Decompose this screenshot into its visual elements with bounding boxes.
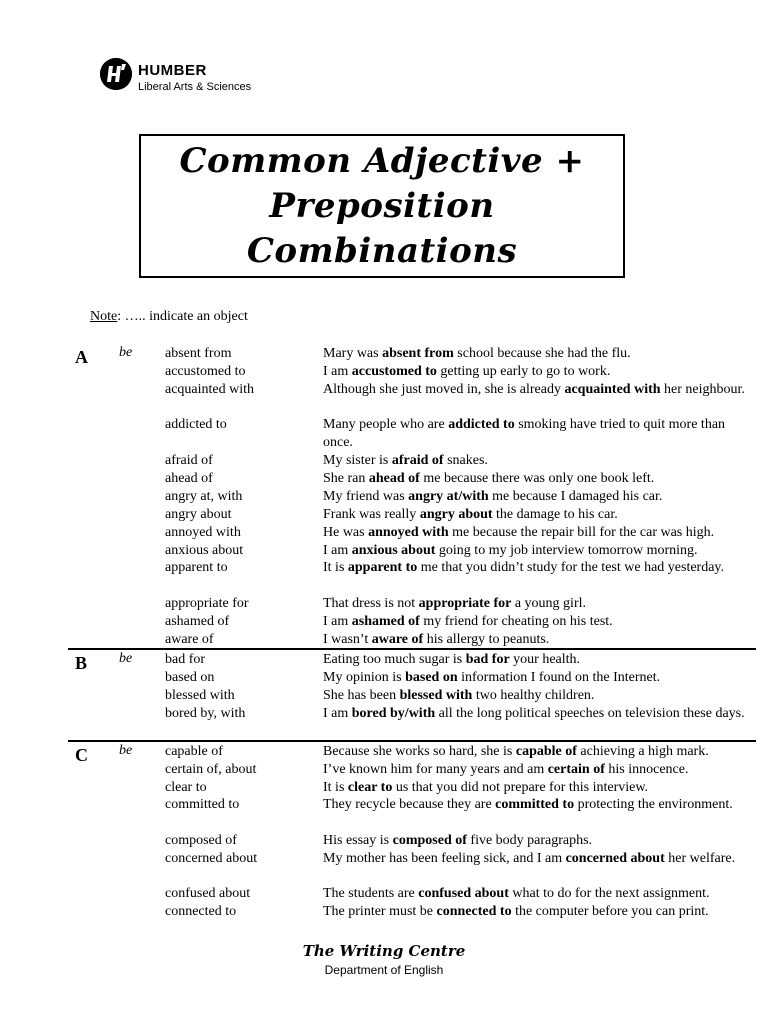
example-highlight: capable of bbox=[515, 744, 577, 759]
example-pre: Because she works so hard, she is bbox=[323, 744, 516, 759]
example-pre: I am bbox=[323, 364, 352, 379]
example-pre: I wasn’t bbox=[323, 632, 372, 647]
example-highlight: angry at/with bbox=[408, 489, 489, 504]
example-pre: My sister is bbox=[323, 453, 392, 468]
example-pre: Mary was bbox=[323, 346, 383, 361]
humber-logo-icon bbox=[100, 58, 132, 90]
example-sentence bbox=[323, 542, 748, 560]
adjective-preposition: bad for bbox=[165, 652, 206, 667]
example-sentence bbox=[323, 631, 748, 649]
title-box bbox=[139, 134, 625, 278]
example-highlight: clear to bbox=[347, 780, 393, 795]
example-pre: Many people who are bbox=[323, 417, 449, 432]
adjective-preposition: blessed with bbox=[165, 688, 235, 703]
example-pre: The students are bbox=[323, 886, 419, 901]
title-line-1: Common Adjective + bbox=[179, 140, 585, 181]
example-highlight: blessed with bbox=[399, 688, 473, 703]
example-sentence bbox=[323, 416, 748, 451]
adjective-preposition: certain of, about bbox=[165, 762, 257, 777]
example-highlight: afraid of bbox=[391, 453, 444, 468]
example-highlight: certain of bbox=[547, 762, 605, 777]
example-pre: His essay is bbox=[323, 833, 393, 848]
logo-subtitle: Liberal Arts & Sciences bbox=[138, 81, 252, 93]
example-pre: I am bbox=[323, 706, 352, 721]
example-pre: She has been bbox=[323, 688, 400, 703]
adjective-preposition: appropriate for bbox=[165, 596, 249, 611]
adjective-preposition: concerned about bbox=[165, 851, 258, 866]
example-highlight: committed to bbox=[495, 797, 575, 812]
adjective-preposition: acquainted with bbox=[165, 382, 255, 397]
example-sentence bbox=[323, 595, 748, 613]
example-highlight: addicted to bbox=[448, 417, 515, 432]
note-label: Note bbox=[90, 309, 118, 324]
adjective-preposition: annoyed with bbox=[165, 525, 241, 540]
example-pre: He was bbox=[323, 525, 369, 540]
example-post: me because there was only one book left. bbox=[419, 471, 655, 486]
adjective-preposition: committed to bbox=[165, 797, 240, 812]
section-letter: B bbox=[75, 653, 88, 673]
section-verb: be bbox=[119, 345, 133, 360]
example-sentence bbox=[323, 651, 748, 669]
example-highlight: ashamed of bbox=[351, 614, 420, 629]
example-post: getting up early to go to work. bbox=[436, 364, 611, 379]
example-highlight: bad for bbox=[465, 652, 510, 667]
note-text: : ….. indicate an object bbox=[117, 309, 248, 324]
example-post: me that you didn’t study for the test we had yesterday. bbox=[417, 560, 725, 575]
example-post: us that you did not prepare for this interview. bbox=[392, 780, 649, 795]
adjective-preposition: aware of bbox=[165, 632, 214, 647]
example-pre: The printer must be bbox=[323, 904, 437, 919]
example-sentence bbox=[323, 613, 748, 631]
example-pre: My opinion is bbox=[323, 670, 406, 685]
example-highlight: composed of bbox=[392, 833, 467, 848]
example-highlight: confused about bbox=[418, 886, 509, 901]
example-pre: My friend was bbox=[323, 489, 409, 504]
example-sentence bbox=[323, 705, 748, 723]
adjective-preposition: ahead of bbox=[165, 471, 213, 486]
example-sentence bbox=[323, 761, 748, 779]
footer-title: The Writing Centre bbox=[302, 942, 466, 960]
example-highlight: bored by/with bbox=[351, 706, 436, 721]
example-post: information I found on the Internet. bbox=[457, 670, 661, 685]
example-highlight: concerned about bbox=[565, 851, 665, 866]
example-post: a young girl. bbox=[511, 596, 586, 611]
example-post: my friend for cheating on his test. bbox=[419, 614, 613, 629]
section-divider bbox=[68, 648, 756, 650]
example-sentence bbox=[323, 363, 748, 381]
logo-name: HUMBER bbox=[138, 62, 207, 79]
example-post: five body paragraphs. bbox=[466, 833, 593, 848]
example-highlight: apparent to bbox=[347, 560, 418, 575]
example-pre: It is bbox=[323, 780, 348, 795]
example-highlight: anxious about bbox=[351, 543, 436, 558]
footer-subtitle: Department of English bbox=[324, 963, 444, 977]
example-sentence bbox=[323, 687, 748, 705]
example-sentence bbox=[323, 470, 748, 488]
example-highlight: annoyed with bbox=[368, 525, 449, 540]
example-post: his allergy to peanuts. bbox=[423, 632, 550, 647]
example-sentence bbox=[323, 743, 748, 761]
example-post: going to my job interview tomorrow morning. bbox=[435, 543, 698, 558]
section-divider bbox=[68, 740, 756, 742]
example-sentence bbox=[323, 885, 748, 903]
example-sentence bbox=[323, 559, 748, 577]
example-sentence bbox=[323, 381, 748, 399]
example-highlight: ahead of bbox=[368, 471, 420, 486]
example-sentence bbox=[323, 345, 748, 363]
adjective-preposition: absent from bbox=[165, 346, 232, 361]
example-highlight: appropriate for bbox=[418, 596, 512, 611]
example-sentence bbox=[323, 452, 748, 470]
example-post: all the long political speeches on television these days. bbox=[435, 706, 745, 721]
adjective-preposition: apparent to bbox=[165, 560, 228, 575]
adjective-preposition: accustomed to bbox=[165, 364, 246, 379]
example-post: her neighbour. bbox=[660, 382, 745, 397]
example-pre: Frank was really bbox=[323, 507, 420, 522]
adjective-preposition: based on bbox=[165, 670, 215, 685]
example-pre: Although she just moved in, she is already bbox=[323, 382, 565, 397]
adjective-preposition: ashamed of bbox=[165, 614, 230, 629]
example-highlight: connected to bbox=[436, 904, 512, 919]
example-post: achieving a high mark. bbox=[576, 744, 709, 759]
example-post: what to do for the next assignment. bbox=[508, 886, 710, 901]
example-pre: She ran bbox=[323, 471, 369, 486]
example-pre: My mother has been feeling sick, and I am bbox=[323, 851, 566, 866]
adjective-preposition: capable of bbox=[165, 744, 223, 759]
example-sentence bbox=[323, 832, 748, 850]
title-line-2: Preposition bbox=[269, 185, 495, 226]
example-post: smoking have tried to quit more than once. bbox=[323, 417, 726, 450]
adjective-preposition: angry about bbox=[165, 507, 232, 522]
humber-logo bbox=[100, 58, 251, 94]
example-sentence bbox=[323, 669, 748, 687]
section-verb: be bbox=[119, 743, 133, 758]
example-pre: It is bbox=[323, 560, 348, 575]
example-highlight: based on bbox=[405, 670, 458, 685]
example-sentence bbox=[323, 850, 748, 868]
adjective-preposition: anxious about bbox=[165, 543, 244, 558]
adjective-preposition: confused about bbox=[165, 886, 251, 901]
example-sentence bbox=[323, 779, 748, 797]
example-post: the computer before you can print. bbox=[511, 904, 709, 919]
example-post: snakes. bbox=[443, 453, 488, 468]
example-sentence bbox=[323, 903, 748, 921]
title-line-3: Combinations bbox=[246, 230, 518, 271]
example-sentence bbox=[323, 506, 748, 524]
example-pre: That dress is not bbox=[323, 596, 419, 611]
adjective-preposition: composed of bbox=[165, 833, 237, 848]
adjective-preposition: clear to bbox=[165, 780, 207, 795]
example-pre: They recycle because they are bbox=[323, 797, 496, 812]
example-pre: I’ve known him for many years and am bbox=[323, 762, 548, 777]
example-post: me because the repair bill for the car was high. bbox=[448, 525, 715, 540]
example-post: her welfare. bbox=[664, 851, 736, 866]
example-pre: I am bbox=[323, 614, 352, 629]
example-pre: I am bbox=[323, 543, 352, 558]
example-post: the damage to his car. bbox=[492, 507, 618, 522]
example-post: school because she had the flu. bbox=[453, 346, 631, 361]
example-highlight: angry about bbox=[419, 507, 493, 522]
example-post: protecting the environment. bbox=[574, 797, 733, 812]
example-highlight: acquainted with bbox=[564, 382, 661, 397]
example-highlight: accustomed to bbox=[351, 364, 437, 379]
adjective-preposition: addicted to bbox=[165, 417, 227, 432]
section-letter: A bbox=[75, 347, 88, 367]
example-post: his innocence. bbox=[604, 762, 689, 777]
example-highlight: aware of bbox=[371, 632, 424, 647]
page-title bbox=[179, 139, 584, 274]
note bbox=[90, 309, 248, 325]
example-sentence bbox=[323, 524, 748, 542]
adjective-preposition: angry at, with bbox=[165, 489, 243, 504]
section-verb: be bbox=[119, 651, 133, 666]
example-highlight: absent from bbox=[382, 346, 454, 361]
section-letter: C bbox=[75, 745, 88, 765]
adjective-preposition: connected to bbox=[165, 904, 237, 919]
adjective-preposition: bored by, with bbox=[165, 706, 246, 721]
example-post: two healthy children. bbox=[472, 688, 595, 703]
example-sentence bbox=[323, 796, 748, 814]
adjective-preposition: afraid of bbox=[165, 453, 213, 468]
example-sentence bbox=[323, 488, 748, 506]
example-pre: Eating too much sugar is bbox=[323, 652, 466, 667]
example-post: me because I damaged his car. bbox=[488, 489, 663, 504]
example-post: your health. bbox=[509, 652, 581, 667]
